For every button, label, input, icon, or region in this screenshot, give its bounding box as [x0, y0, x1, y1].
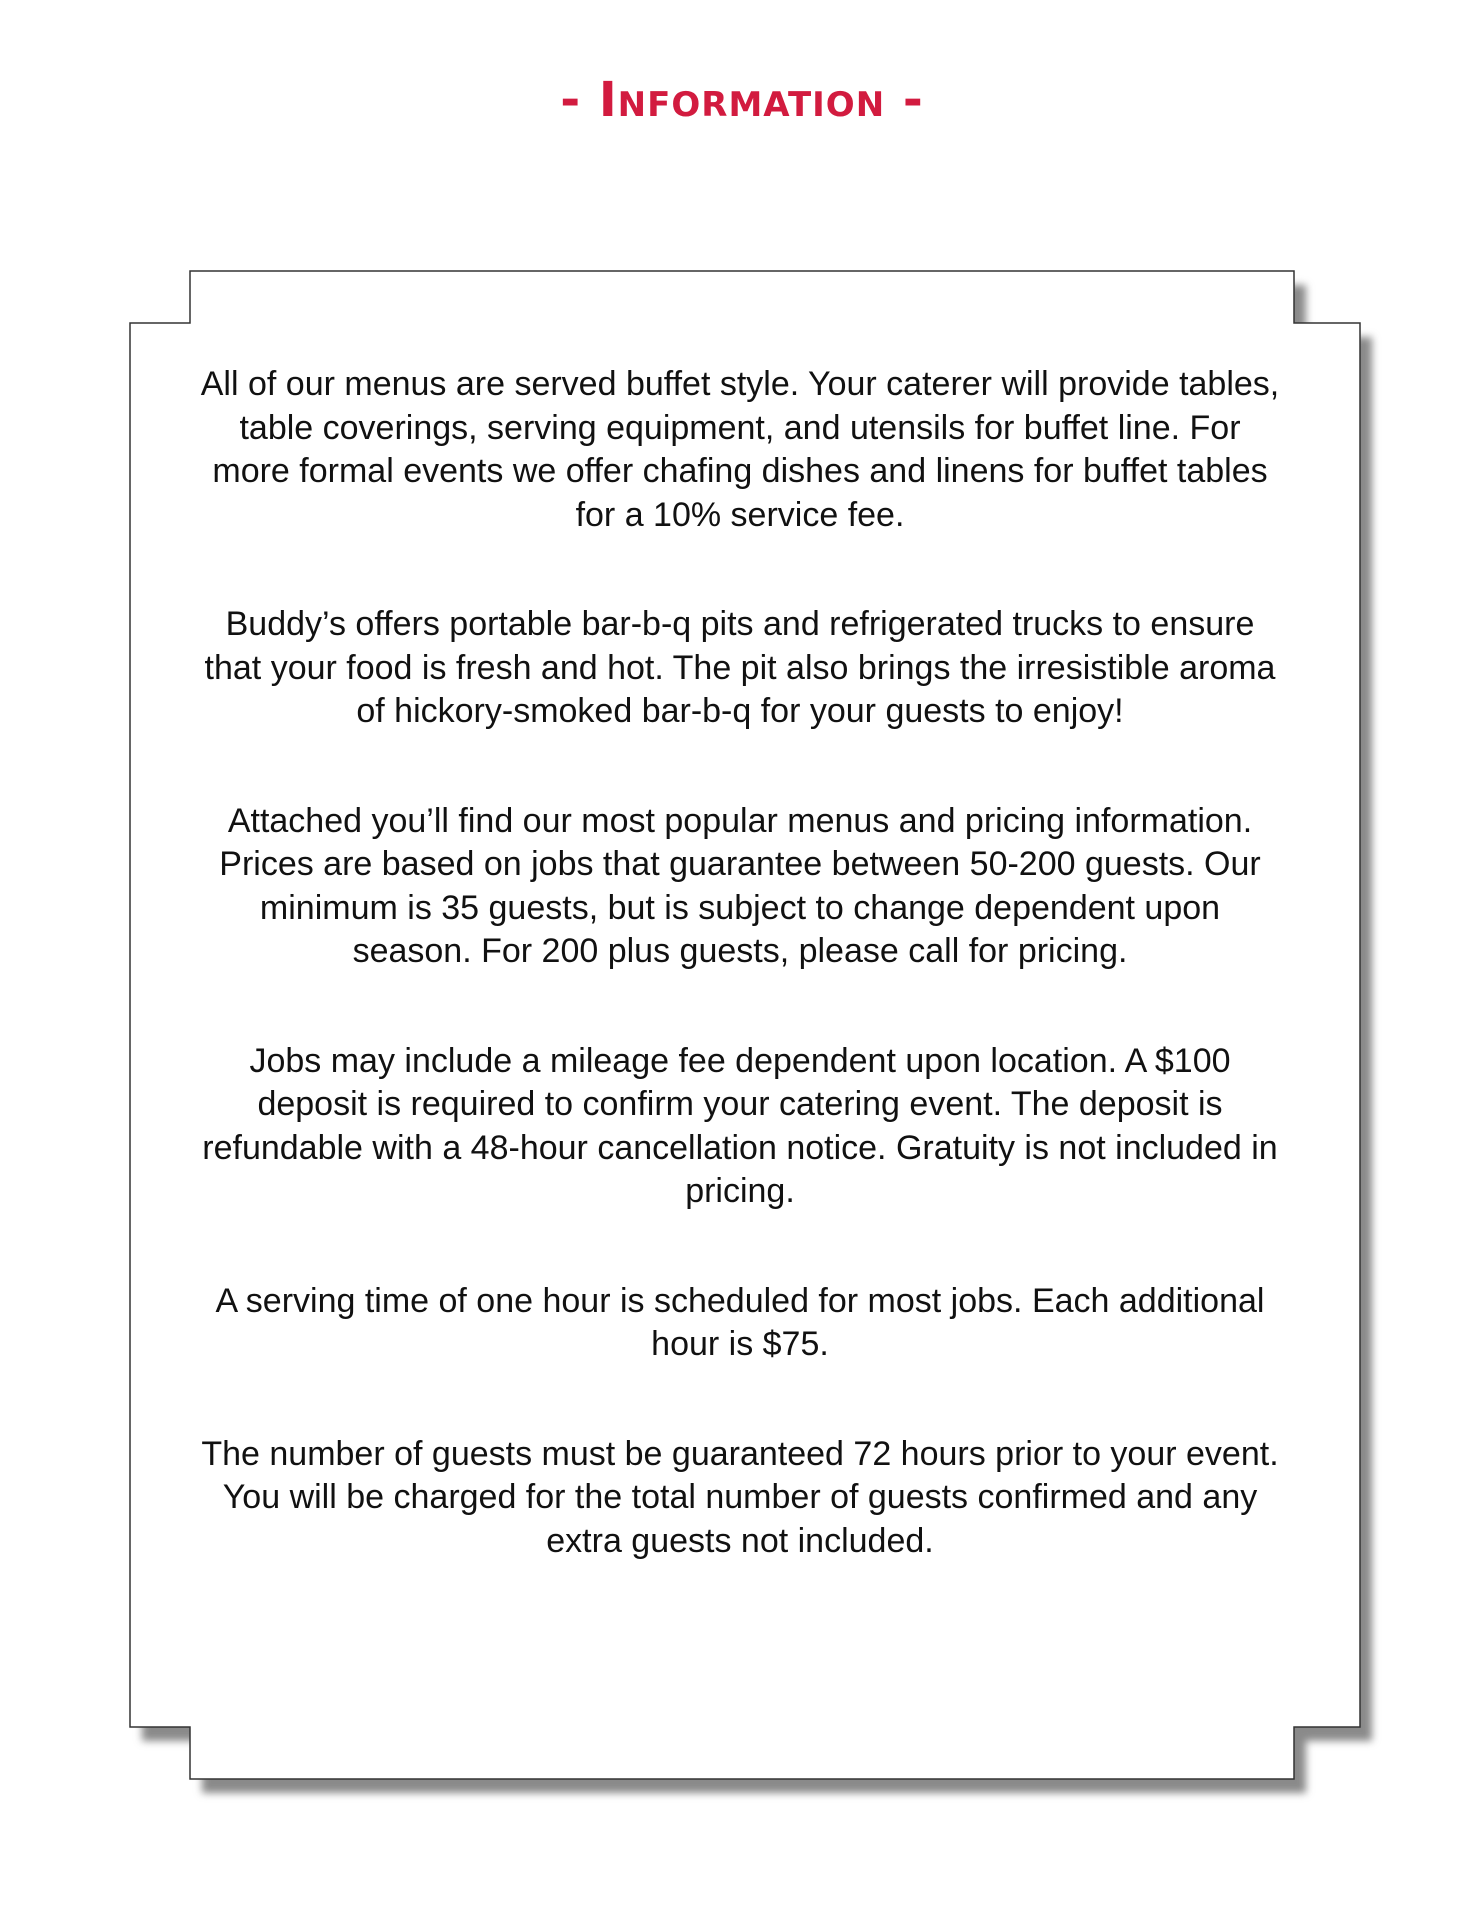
paragraph-serving-time: A serving time of one hour is scheduled for most jobs. Each additional hour is $75.	[215, 1281, 1265, 1363]
info-panel	[130, 271, 1350, 1791]
page-title: - Information -	[560, 72, 924, 128]
paragraph-mileage-deposit: Jobs may include a mileage fee dependent upon location. A $100 deposit is required to confirm your catering event. The deposit is refundable with a 48-hour cancellation notice. Gratuity is not included in pricing.	[202, 1041, 1278, 1210]
paragraph-buffet-style: All of our menus are served buffet style. Your caterer will provide tables, table coverings, serving equipment, and utensils for buffet line. For more formal events we offer chafing dishes and linens for buffet tables for a 10% service fee.	[200, 365, 1280, 534]
info-text	[200, 363, 1280, 1629]
paragraph-portable-pits: Buddy’s offers portable bar-b-q pits and refrigerated trucks to ensure that your food is fresh and hot. The pit also brings the irresistible aroma of hickory-smoked bar-b-q for your guests to enjoy!	[204, 605, 1276, 730]
paragraph-menus-pricing: Attached you’ll find our most popular menus and pricing information. Prices are based on jobs that guarantee between 50-200 guests. Our minimum is 35 guests, but is subject to change dependent upon season. For 200 plus guests, please call for pricing.	[219, 801, 1261, 970]
paragraph-guest-guarantee: The number of guests must be guaranteed 72 hours prior to your event. You will be charged for the total number of guests confirmed and any extra guests not included.	[201, 1434, 1279, 1560]
